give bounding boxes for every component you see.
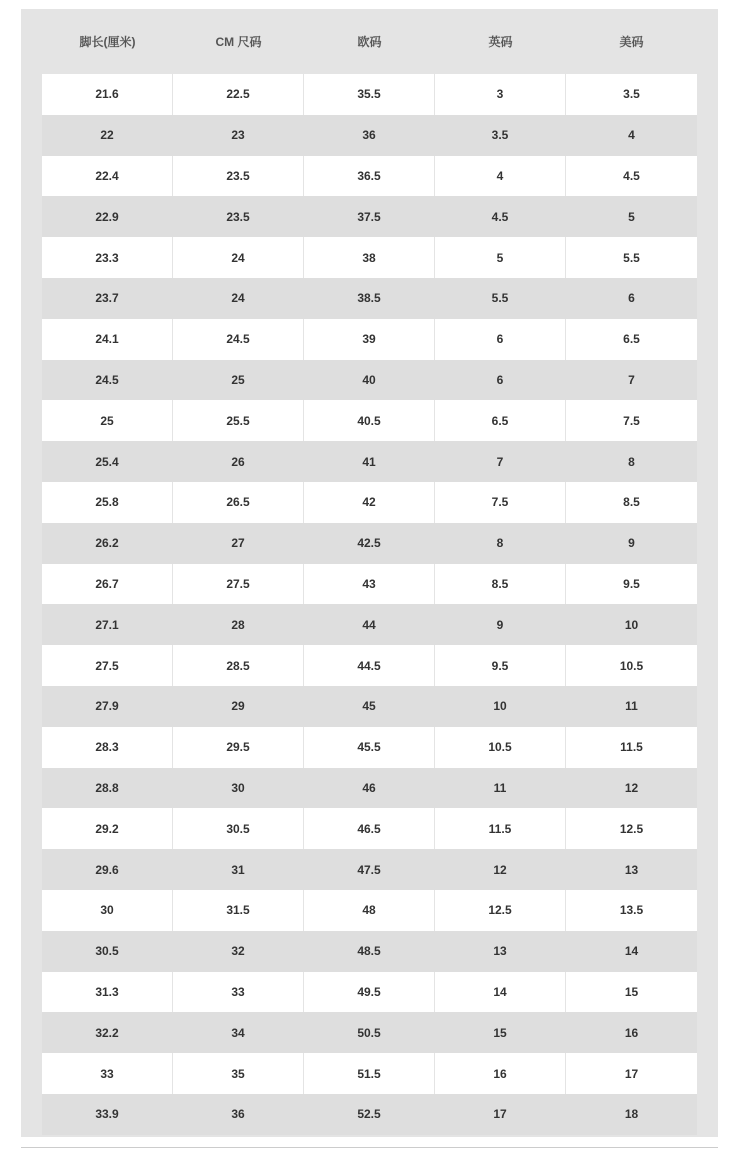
cell-cm-size: 23.5 xyxy=(173,156,304,197)
cell-uk-size: 4 xyxy=(435,156,566,197)
cell-cm-size: 33 xyxy=(173,972,304,1013)
cell-cm-size: 22.5 xyxy=(173,74,304,115)
cell-uk-size: 16 xyxy=(435,1053,566,1094)
cell-eu-size: 39 xyxy=(304,319,435,360)
table-row xyxy=(42,482,697,523)
cell-foot-length: 28.3 xyxy=(42,727,173,768)
cell-us-size: 12.5 xyxy=(619,821,644,836)
cell-eu-size: 36 xyxy=(304,115,435,156)
cell-eu-size: 45 xyxy=(304,686,435,727)
cell-eu-size: 37.5 xyxy=(304,196,435,237)
cell-us-size: 8 xyxy=(628,454,635,469)
cell-cm-size: 36 xyxy=(173,1094,304,1135)
cell-uk-size: 11.5 xyxy=(435,808,566,849)
cell-uk-size: 6.5 xyxy=(435,400,566,441)
cell-eu-size: 46 xyxy=(304,768,435,809)
table-body xyxy=(42,74,697,1135)
cell-cm-size: 25.5 xyxy=(173,400,304,441)
table-row xyxy=(42,74,697,115)
cell-eu-size: 50.5 xyxy=(304,1012,435,1053)
cell-us-size: 8.5 xyxy=(623,495,640,510)
cell-foot-length: 23.3 xyxy=(42,237,173,278)
cell-eu-size: 41 xyxy=(304,441,435,482)
cell-uk-size: 8 xyxy=(435,523,566,564)
cell-foot-length: 31.3 xyxy=(42,972,173,1013)
cell-us-size: 11.5 xyxy=(620,740,643,755)
size-chart-panel xyxy=(21,9,718,1137)
cell-uk-size: 4.5 xyxy=(435,196,566,237)
cell-uk-size: 15 xyxy=(435,1012,566,1053)
cell-us-size: 17 xyxy=(624,1066,639,1081)
cell-eu-size: 40.5 xyxy=(304,400,435,441)
table-row xyxy=(42,237,697,278)
cell-us-size: 9.5 xyxy=(623,576,640,591)
table-row xyxy=(42,115,697,156)
cell-uk-size: 7 xyxy=(435,441,566,482)
cell-us-size: 13 xyxy=(624,862,639,877)
cell-cm-size: 25 xyxy=(173,360,304,401)
cell-eu-size: 52.5 xyxy=(304,1094,435,1135)
cell-eu-size: 35.5 xyxy=(304,74,435,115)
cell-cm-size: 35 xyxy=(173,1053,304,1094)
cell-uk-size: 14 xyxy=(435,972,566,1013)
table-row xyxy=(42,360,697,401)
cell-us-size: 11 xyxy=(625,699,638,714)
table-row xyxy=(42,768,697,809)
cell-cm-size: 26.5 xyxy=(173,482,304,523)
table-row xyxy=(42,727,697,768)
cell-us-size: 15 xyxy=(624,984,639,999)
header-uk-size: 英码 xyxy=(488,35,513,49)
cell-foot-length: 30.5 xyxy=(42,931,173,972)
cell-uk-size: 3.5 xyxy=(435,115,566,156)
table-row xyxy=(42,319,697,360)
header-cm-size: CM 尺码 xyxy=(215,35,262,49)
cell-cm-size: 26 xyxy=(173,441,304,482)
cell-cm-size: 28.5 xyxy=(173,645,304,686)
cell-uk-size: 6 xyxy=(435,319,566,360)
cell-eu-size: 48.5 xyxy=(304,931,435,972)
cell-cm-size: 30.5 xyxy=(173,808,304,849)
cell-eu-size: 36.5 xyxy=(304,156,435,197)
cell-eu-size: 44.5 xyxy=(304,645,435,686)
header-foot-length: 脚长(厘米) xyxy=(79,35,136,49)
cell-cm-size: 31.5 xyxy=(173,890,304,931)
cell-uk-size: 12.5 xyxy=(435,890,566,931)
table-header-row xyxy=(42,9,697,74)
cell-foot-length: 27.9 xyxy=(42,686,173,727)
table-row xyxy=(42,441,697,482)
table-row xyxy=(42,808,697,849)
table-row xyxy=(42,523,697,564)
cell-us-size: 5.5 xyxy=(623,250,640,265)
cell-foot-length: 26.7 xyxy=(42,564,173,605)
cell-cm-size: 24 xyxy=(173,237,304,278)
cell-eu-size: 49.5 xyxy=(304,972,435,1013)
cell-foot-length: 33.9 xyxy=(42,1094,173,1135)
cell-eu-size: 51.5 xyxy=(304,1053,435,1094)
table-row xyxy=(42,1012,697,1053)
cell-cm-size: 24.5 xyxy=(173,319,304,360)
cell-eu-size: 47.5 xyxy=(304,849,435,890)
header-us-size: 美码 xyxy=(619,35,644,49)
table-row xyxy=(42,972,697,1013)
cell-cm-size: 31 xyxy=(173,849,304,890)
cell-eu-size: 38 xyxy=(304,237,435,278)
cell-cm-size: 30 xyxy=(173,768,304,809)
cell-uk-size: 10.5 xyxy=(435,727,566,768)
cell-us-size: 5 xyxy=(628,209,635,224)
table-row xyxy=(42,890,697,931)
table-row xyxy=(42,686,697,727)
cell-eu-size: 48 xyxy=(304,890,435,931)
table-row xyxy=(42,931,697,972)
cell-us-size: 9 xyxy=(628,536,635,551)
cell-foot-length: 21.6 xyxy=(42,74,173,115)
cell-uk-size: 5 xyxy=(435,237,566,278)
cell-us-size: 6 xyxy=(628,291,635,306)
cell-uk-size: 13 xyxy=(435,931,566,972)
cell-us-size: 12 xyxy=(624,780,639,795)
cell-foot-length: 25.8 xyxy=(42,482,173,523)
cell-foot-length: 26.2 xyxy=(42,523,173,564)
table-row xyxy=(42,564,697,605)
cell-eu-size: 46.5 xyxy=(304,808,435,849)
cell-foot-length: 25.4 xyxy=(42,441,173,482)
cell-foot-length: 22 xyxy=(42,115,173,156)
cell-uk-size: 10 xyxy=(435,686,566,727)
cell-us-size: 3.5 xyxy=(623,87,640,102)
cell-us-size: 10.5 xyxy=(619,658,644,673)
header-eu-size: 欧码 xyxy=(357,35,382,49)
cell-us-size: 4.5 xyxy=(623,168,640,183)
cell-uk-size: 8.5 xyxy=(435,564,566,605)
cell-us-size: 6.5 xyxy=(623,332,640,347)
cell-foot-length: 24.5 xyxy=(42,360,173,401)
cell-cm-size: 27 xyxy=(173,523,304,564)
cell-eu-size: 42.5 xyxy=(304,523,435,564)
cell-foot-length: 22.4 xyxy=(42,156,173,197)
table-row xyxy=(42,278,697,319)
cell-eu-size: 42 xyxy=(304,482,435,523)
cell-us-size: 7 xyxy=(628,372,635,387)
cell-foot-length: 24.1 xyxy=(42,319,173,360)
cell-foot-length: 27.1 xyxy=(42,604,173,645)
cell-uk-size: 17 xyxy=(435,1094,566,1135)
cell-us-size: 7.5 xyxy=(623,413,640,428)
cell-foot-length: 22.9 xyxy=(42,196,173,237)
table-row xyxy=(42,1053,697,1094)
cell-uk-size: 5.5 xyxy=(435,278,566,319)
cell-uk-size: 6 xyxy=(435,360,566,401)
cell-us-size: 16 xyxy=(624,1025,639,1040)
cell-cm-size: 32 xyxy=(173,931,304,972)
cell-foot-length: 32.2 xyxy=(42,1012,173,1053)
cell-us-size: 14 xyxy=(624,944,639,959)
table-row xyxy=(42,645,697,686)
cell-us-size: 10 xyxy=(624,617,639,632)
cell-cm-size: 27.5 xyxy=(173,564,304,605)
cell-uk-size: 9 xyxy=(435,604,566,645)
divider xyxy=(21,1147,718,1148)
table-row xyxy=(42,849,697,890)
table-row xyxy=(42,1094,697,1135)
cell-foot-length: 30 xyxy=(42,890,173,931)
cell-cm-size: 34 xyxy=(173,1012,304,1053)
cell-foot-length: 25 xyxy=(42,400,173,441)
table-row xyxy=(42,400,697,441)
cell-foot-length: 29.6 xyxy=(42,849,173,890)
cell-foot-length: 28.8 xyxy=(42,768,173,809)
cell-eu-size: 44 xyxy=(304,604,435,645)
cell-uk-size: 7.5 xyxy=(435,482,566,523)
cell-cm-size: 23.5 xyxy=(173,196,304,237)
cell-foot-length: 29.2 xyxy=(42,808,173,849)
cell-eu-size: 38.5 xyxy=(304,278,435,319)
cell-eu-size: 43 xyxy=(304,564,435,605)
cell-foot-length: 23.7 xyxy=(42,278,173,319)
cell-us-size: 4 xyxy=(628,128,635,143)
table-row xyxy=(42,196,697,237)
cell-us-size: 13.5 xyxy=(619,903,644,918)
cell-cm-size: 28 xyxy=(173,604,304,645)
cell-uk-size: 9.5 xyxy=(435,645,566,686)
cell-cm-size: 29 xyxy=(173,686,304,727)
cell-eu-size: 40 xyxy=(304,360,435,401)
cell-cm-size: 23 xyxy=(173,115,304,156)
cell-foot-length: 33 xyxy=(42,1053,173,1094)
cell-cm-size: 29.5 xyxy=(173,727,304,768)
table-row xyxy=(42,604,697,645)
cell-uk-size: 11 xyxy=(435,768,566,809)
cell-uk-size: 3 xyxy=(435,74,566,115)
cell-eu-size: 45.5 xyxy=(304,727,435,768)
table-row xyxy=(42,156,697,197)
cell-cm-size: 24 xyxy=(173,278,304,319)
cell-foot-length: 27.5 xyxy=(42,645,173,686)
cell-uk-size: 12 xyxy=(435,849,566,890)
cell-us-size: 18 xyxy=(624,1107,639,1122)
